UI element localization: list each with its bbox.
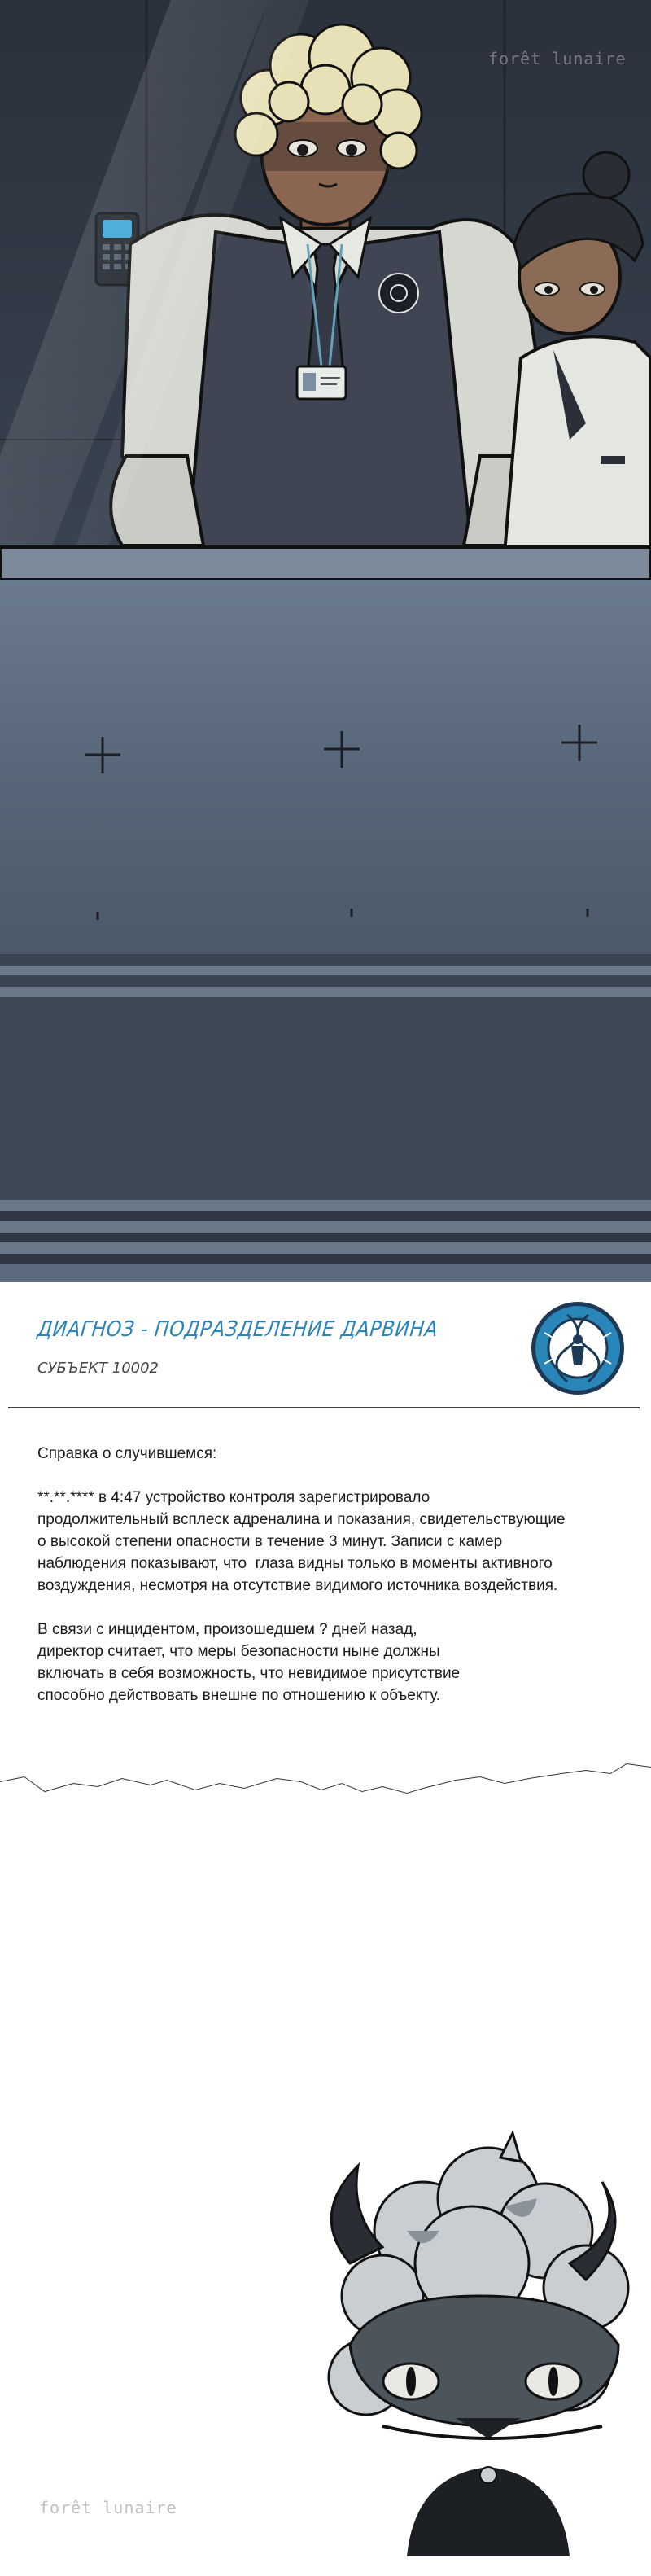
- report-line: директор считает, что меры безопасности ныне должны: [37, 1643, 440, 1660]
- watermark-top: forêt lunaire: [488, 49, 627, 68]
- observation-room-illustration: [0, 0, 651, 1282]
- report-line: В связи с инцидентом, произошедшем ? дней назад,: [37, 1621, 417, 1638]
- control-desk: [0, 547, 651, 1282]
- report-line: включать в себя возможность, что невидимое присутствие: [37, 1665, 461, 1682]
- comic-panel-creature: [0, 1775, 651, 2573]
- report-line: **.**.**** в 4:47 устройство контроля зарегистрировало: [37, 1489, 430, 1506]
- report-divider: [8, 1407, 640, 1408]
- report-line: о высокой степени опасности в течение 3 минут. Записи с камер: [37, 1533, 503, 1550]
- report-line: воздуждения, несмотря на отсутствие видимого источника воздействия.: [37, 1577, 558, 1594]
- darwin-division-logo: [530, 1300, 626, 1396]
- horned-creature-illustration: [0, 1775, 651, 2573]
- report-subject: СУБЪЕКТ 10002: [37, 1360, 159, 1377]
- report-heading: Справка о случившемся:: [37, 1445, 217, 1462]
- report-line: продолжительный всплеск адреналина и показания, свидетельствующие: [37, 1511, 566, 1528]
- comic-panel-observation: [0, 0, 651, 1282]
- report-line: способно действовать внешне по отношению к объекту.: [37, 1687, 441, 1704]
- report-line: наблюдения показывают, что глаза видны только в моменты активного: [37, 1555, 553, 1572]
- watermark-bottom: forêt lunaire: [39, 2498, 177, 2517]
- report-title: ДИАГНОЗ - ПОДРАЗДЕЛЕНИЕ ДАРВИНА: [36, 1317, 439, 1342]
